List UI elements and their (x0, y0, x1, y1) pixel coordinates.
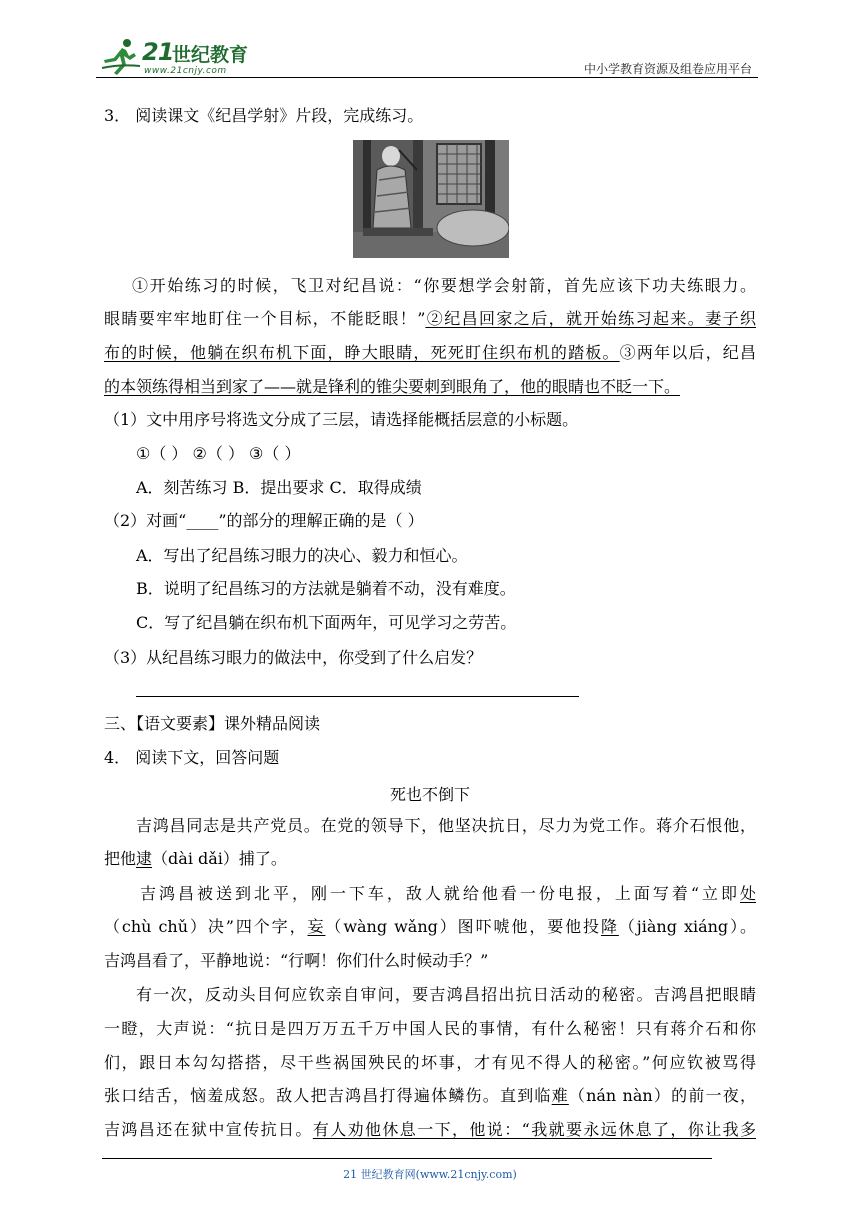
story-p2-line3: 吉鸿昌看了，平静地说：“行啊！你们什么时候动手？” (104, 951, 489, 970)
story-p3-line4: 张口结舌，恼羞成怒。敌人把吉鸿昌打得遍体鳞伤。直到临难（nán nàn）的前一夜， (104, 1086, 756, 1105)
passage-line-4: 的本领练得相当到家了——就是锋利的锥尖要刺到眼角了，他的眼睛也不眨一下。 (104, 377, 681, 396)
story-p3-line1: 有一次，反动头目何应钦亲自审问，要吉鸿昌招出抗日活动的秘密。吉鸿昌把眼睛 (136, 985, 756, 1004)
q3-sub1: （1）文中用序号将选文分成了三层，请选择能概括层意的小标题。 (104, 410, 579, 429)
q4-title: 4． 阅读下文，回答问题 (104, 748, 280, 767)
runner-logo-icon (100, 38, 142, 76)
page-header (100, 30, 760, 80)
q3-blanks: ①（ ） ②（ ） ③（ ） (136, 444, 301, 463)
archer-illustration (353, 140, 509, 258)
platform-name: 中小学教育资源及组卷应用平台 (583, 62, 752, 76)
logo-url: www.21cnjy.com (144, 66, 227, 76)
footer-divider (102, 1158, 712, 1159)
story-p1-line1: 吉鸿昌同志是共产党员。在党的领导下，他坚决抗日，尽力为党工作。蒋介石恨他， (136, 816, 756, 835)
story-p1-line2: 把他逮（dài dǎi）捕了。 (104, 849, 287, 868)
story-p2-line1: 吉鸿昌被送到北平，刚一下车，敌人就给他看一份电报，上面写着“立即处 (140, 884, 756, 903)
logo-text: 世纪教育 (172, 44, 249, 66)
story-title: 死也不倒下 (389, 785, 470, 804)
logo-number: 21 (142, 38, 174, 66)
footer-link[interactable]: 21 世纪教育网(www.21cnjy.com) (343, 1168, 517, 1181)
q3-sub2-option-b: B．说明了纪昌练习的方法就是躺着不动，没有难度。 (136, 579, 516, 598)
story-p2-line2: （chù chǔ）决”四个字，妄（wàng wǎng）图吓唬他，要他投降（jiàng xiáng）。 (104, 917, 756, 936)
passage-line-3: 布的时候，他躺在织布机下面，睁大眼睛，死死盯住织布机的踏板。③两年以后，纪昌 (104, 343, 756, 362)
q3-sub2-option-c: C．写了纪昌躺在织布机下面两年，可见学习之劳苦。 (136, 613, 517, 632)
q3-options-1: A．刻苦练习 B．提出要求 C．取得成绩 (136, 478, 422, 497)
section-heading: 三、【语文要素】课外精品阅读 (104, 714, 321, 733)
q3-title: 3． 阅读课文《纪昌学射》片段，完成练习。 (104, 106, 424, 125)
answer-blank-line[interactable] (136, 696, 579, 697)
story-p3-line2: 一瞪，大声说：“抗日是四万万五千万中国人民的事情，有什么秘密！只有蒋介石和你 (104, 1019, 756, 1038)
passage-line-2: 眼睛要牢牢地盯住一个目标，不能眨眼！”②纪昌回家之后，就开始练习起来。妻子织 (104, 309, 756, 328)
q3-sub2: （2）对画“____”的部分的理解正确的是（ ） (104, 511, 424, 530)
story-p3-line3: 们，跟日本勾勾搭搭，尽干些祸国殃民的坏事，才有见不得人的秘密。”何应钦被骂得 (104, 1053, 756, 1072)
q3-sub2-option-a: A．写出了纪昌练习眼力的决心、毅力和恒心。 (136, 546, 468, 565)
site-logo[interactable] (100, 34, 270, 78)
header-divider (96, 77, 758, 78)
q3-sub3: （3）从纪昌练习眼力的做法中，你受到了什么启发？ (104, 648, 483, 667)
passage-line-1: ①开始练习的时候，飞卫对纪昌说：“你要想学会射箭，首先应该下功夫练眼力。 (132, 276, 756, 295)
story-p3-line5: 吉鸿昌还在狱中宣传抗日。有人劝他休息一下，他说：“我就要永远休息了，你让我多 (104, 1120, 756, 1139)
